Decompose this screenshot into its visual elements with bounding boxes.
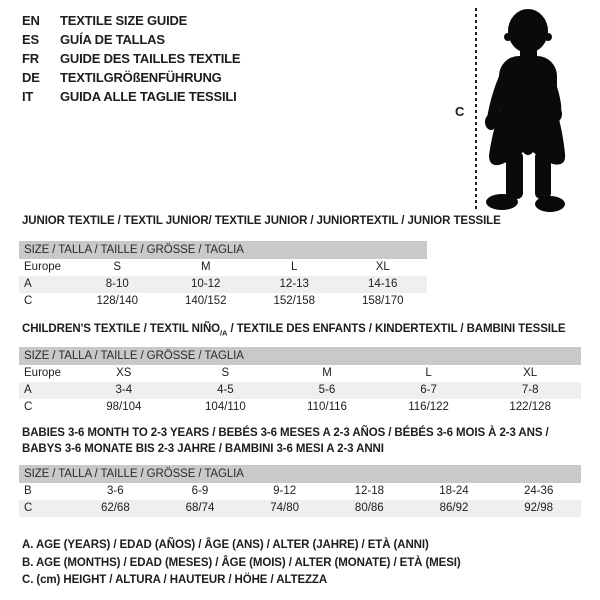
size-cell: 4-5 [217,384,234,396]
language-code: FR [22,51,39,66]
size-cell: 92/98 [524,502,554,514]
size-cell: 152/158 [273,295,316,307]
language-code: ES [22,32,39,47]
size-cell: 14-16 [368,278,398,290]
size-cell: 5-6 [318,384,336,396]
size-cell: 9-12 [273,485,297,497]
size-cell: 24-36 [523,485,554,497]
legend-line-a: A. AGE (YEARS) / EDAD (AÑOS) / ÂGE (ANS) / ALTER (JAHRE) / ETÀ (ANNI) [22,539,429,551]
size-cell: 6-9 [191,485,209,497]
table-row [19,483,581,500]
language-title: GUIDA ALLE TAGLIE TESSILI [60,89,237,104]
junior-size-table [19,241,427,310]
babies-table-title [22,426,549,457]
size-header-bar: SIZE / TALLA / TAILLE / GRÖSSE / TAGLIA [19,347,581,365]
children-title-subscript: /A [220,328,228,338]
language-list [22,11,240,106]
height-measure-label: C [455,104,465,119]
junior-table-title: JUNIOR TEXTILE / TEXTIL JUNIOR/ TEXTILE JUNIOR / JUNIORTEXTIL / JUNIOR TESSILE [22,215,501,227]
row-label: C [24,401,33,413]
table-row [19,259,427,276]
babies-size-table [19,465,581,517]
size-cell: L [425,367,432,379]
size-cell: XS [116,367,132,379]
children-title-post: / TEXTILE DES ENFANTS / KINDERTEXTIL / BAMBINI TESSILE [227,323,566,335]
legend-line-c: C. (cm) HEIGHT / ALTURA / HAUTEUR / HÖHE / ALTEZZA [22,574,328,586]
size-cell: 140/152 [184,295,227,307]
row-label: B [24,485,32,497]
size-cell: 12-13 [279,278,309,290]
size-cell: S [221,367,230,379]
size-cell: 98/104 [106,401,142,413]
size-cell: 116/122 [408,401,449,413]
size-cell: 7-8 [521,384,539,396]
table-row [19,500,581,517]
size-header-bar: SIZE / TALLA / TAILLE / GRÖSSE / TAGLIA [19,241,427,259]
size-cell: 68/74 [185,502,215,514]
language-title: GUÍA DE TALLAS [60,32,165,47]
row-label: C [24,502,33,514]
size-cell: 110/116 [307,401,347,413]
size-cell: M [200,261,211,273]
size-cell: 10-12 [191,278,221,290]
language-code: DE [22,70,40,85]
size-cell: S [113,261,122,273]
row-label: A [24,384,32,396]
legend [22,537,461,590]
table-row [19,365,581,382]
size-header-bar: SIZE / TALLA / TAILLE / GRÖSSE / TAGLIA [19,465,581,483]
size-cell: 8-10 [105,278,129,290]
size-cell: 12-18 [354,485,385,497]
table-row [19,382,581,399]
row-label: Europe [24,367,62,379]
table-row [19,293,427,310]
size-cell: 3-6 [107,485,124,497]
babies-title-line2: BABYS 3-6 MONATE BIS 2-3 JAHRE / BAMBINI 3-6 MESI A 2-3 ANNI [22,442,384,455]
size-cell: M [322,367,332,379]
size-cell: 104/110 [205,401,246,413]
language-title: GUIDE DES TAILLES TEXTILE [60,51,241,66]
baby-silhouette-icon [481,6,573,212]
size-cell: XL [523,367,538,379]
size-cell: L [291,261,298,273]
language-title: TEXTILGRÖßENFÜHRUNG [60,70,222,85]
size-cell: XL [375,261,390,273]
children-title-pre: CHILDREN'S TEXTILE / TEXTIL NIÑO [22,323,221,335]
size-cell: 6-7 [420,384,437,396]
size-cell: 62/68 [100,502,130,514]
children-table-title [22,323,565,337]
row-label: C [24,295,33,307]
size-cell: 80/86 [354,502,384,514]
size-cell: 3-4 [115,384,133,396]
table-row [19,399,581,416]
size-cell: 86/92 [439,502,469,514]
language-code: IT [22,89,34,104]
legend-line-b: B. AGE (MONTHS) / EDAD (MESES) / ÂGE (MOIS) / ALTER (MONATE) / ETÀ (MESI) [22,556,461,569]
language-code: EN [22,13,40,28]
size-cell: 128/140 [96,295,139,307]
size-cell: 158/170 [361,295,404,307]
size-cell: 122/128 [509,401,551,413]
children-size-table [19,347,581,416]
size-cell: 18-24 [439,485,469,497]
size-cell: 74/80 [270,502,300,514]
row-label: A [24,278,32,290]
height-measure-dashed-line [475,8,477,210]
row-label: Europe [24,261,62,273]
table-row [19,276,427,293]
language-title: TEXTILE SIZE GUIDE [60,13,188,28]
babies-title-line1: BABIES 3-6 MONTH TO 2-3 YEARS / BEBÉS 3-6 MESES A 2-3 AÑOS / BÉBÉS 3-6 MOIS À 2-3 ANS / [22,427,549,439]
